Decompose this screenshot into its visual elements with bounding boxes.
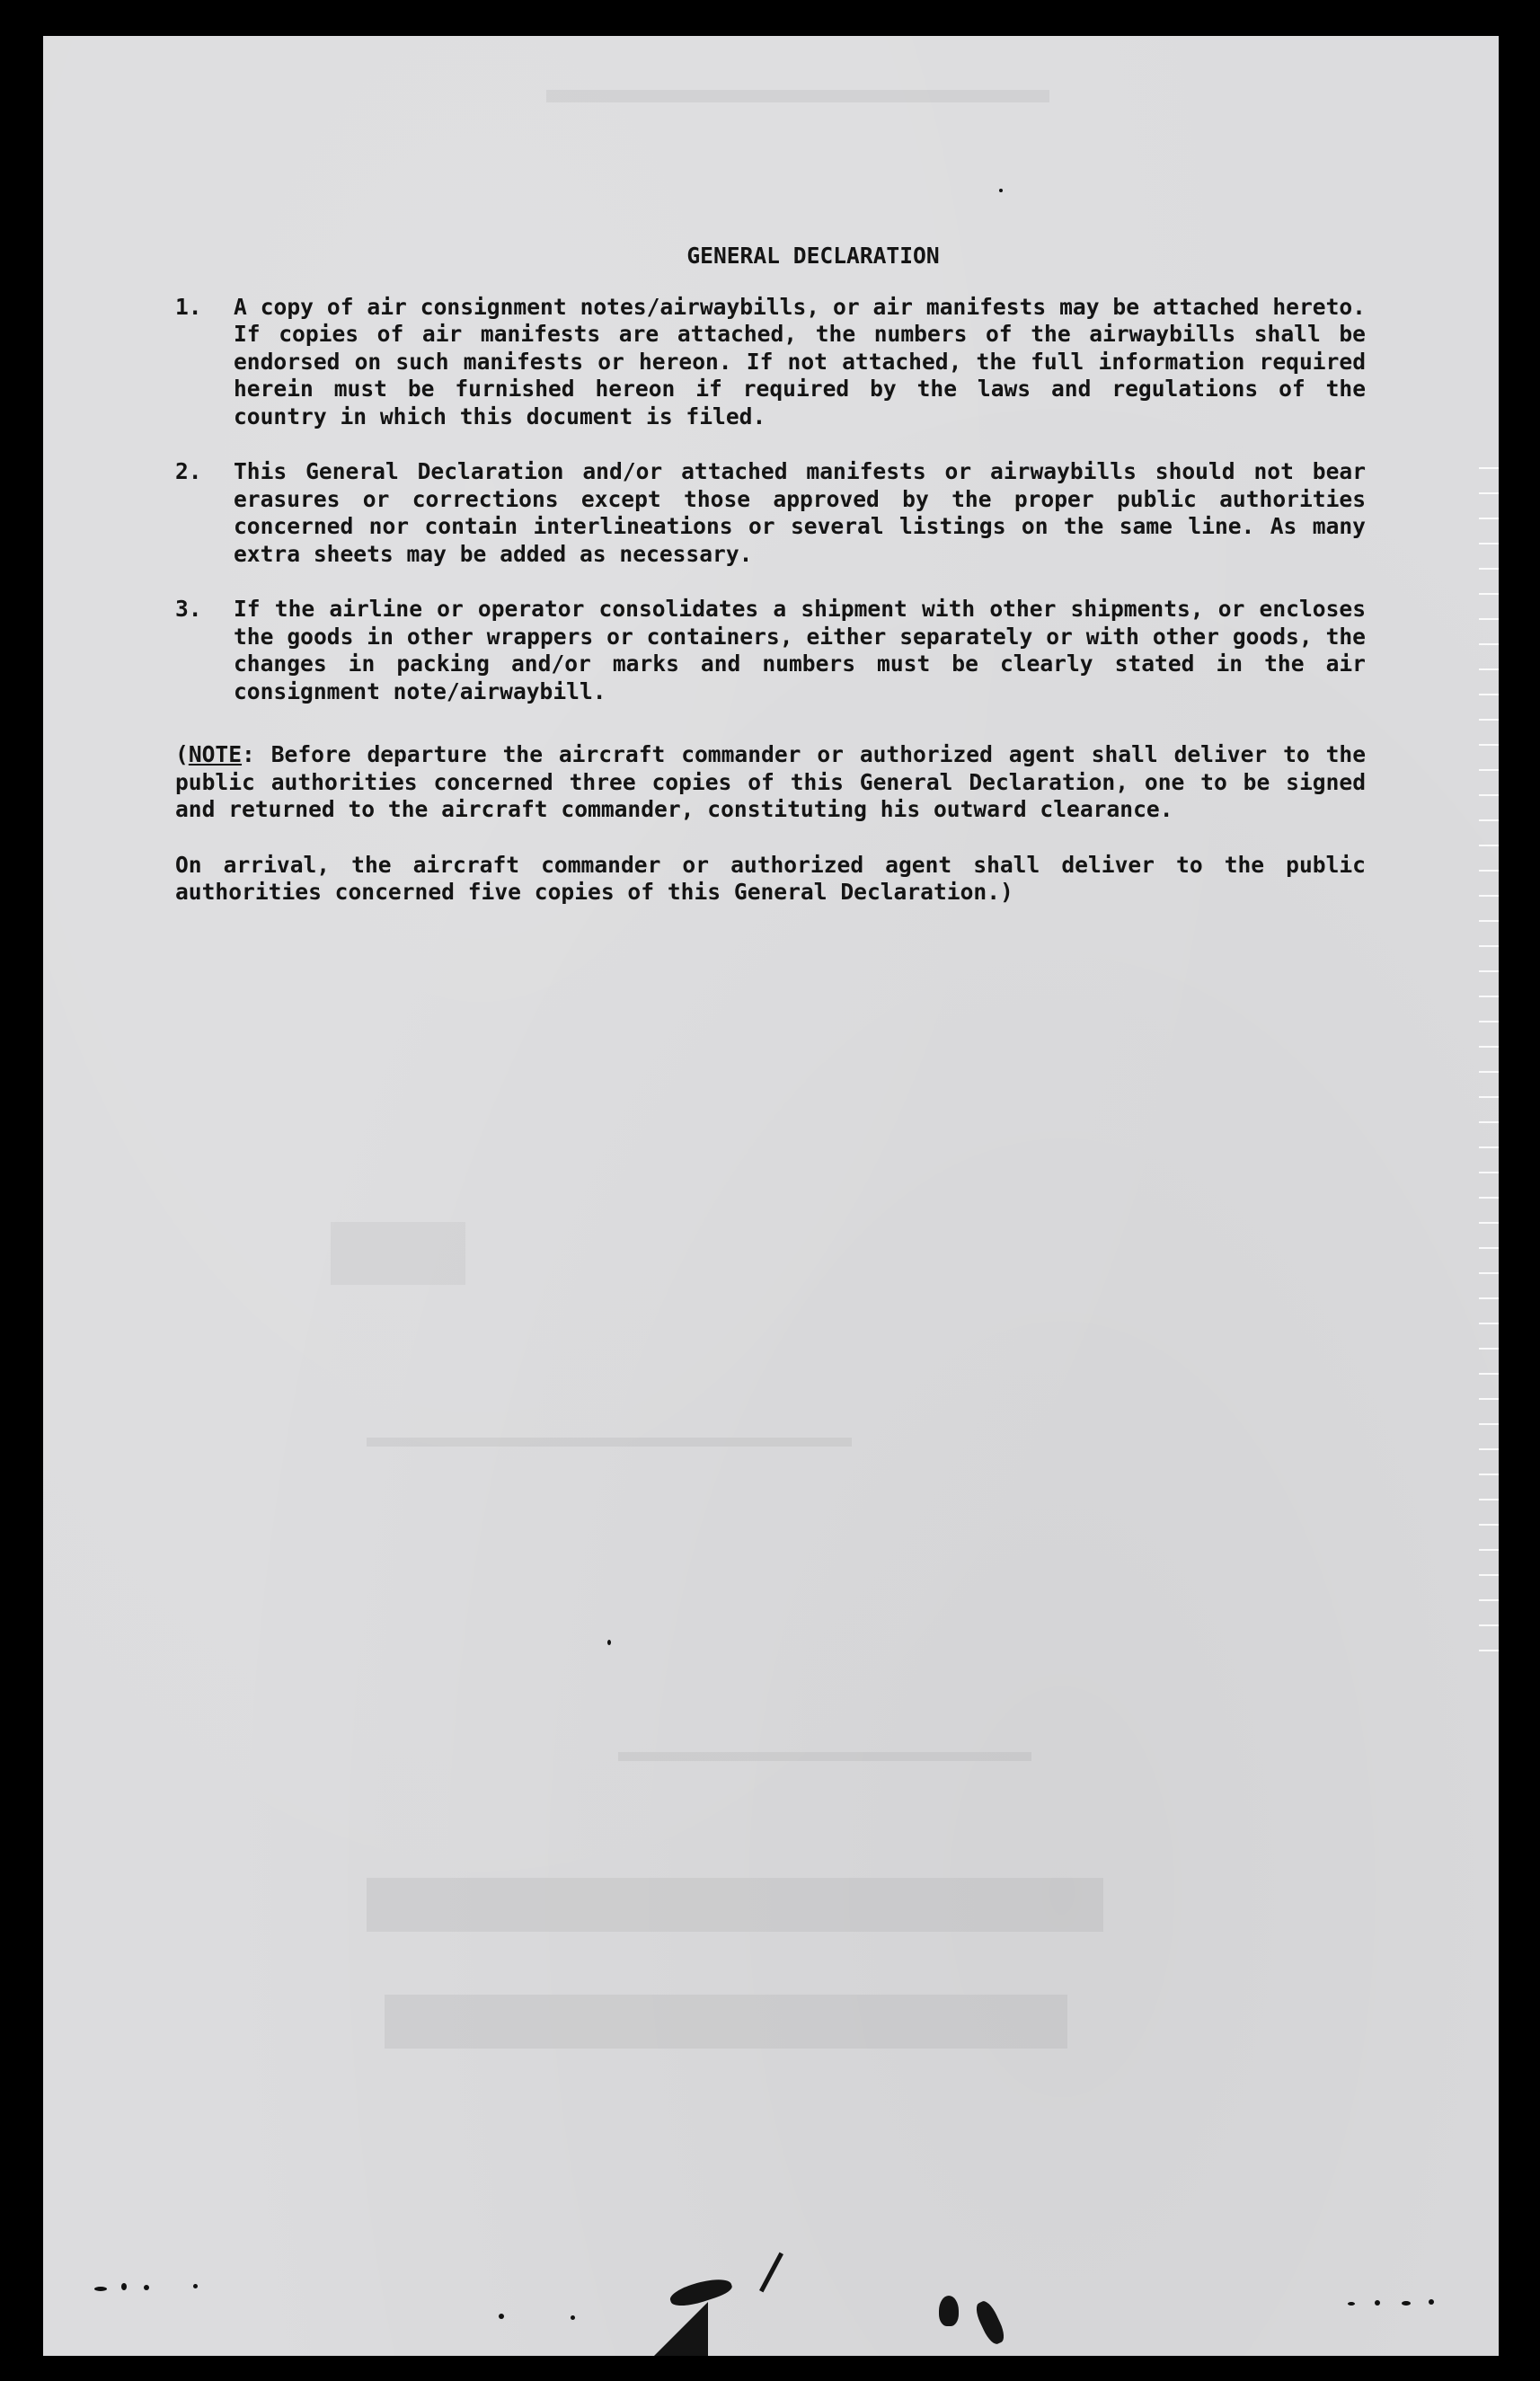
show-through-block — [618, 1752, 1031, 1761]
show-through-block — [367, 1878, 1103, 1932]
note-open-paren: ( — [175, 741, 189, 767]
document-title: GENERAL DECLARATION — [686, 243, 940, 269]
declaration-body — [175, 243, 1366, 907]
list-item — [175, 458, 1366, 568]
scan-stain — [939, 2296, 959, 2326]
show-through-block — [367, 1438, 852, 1447]
scan-speck — [607, 1640, 611, 1645]
scan-speck — [1348, 2302, 1355, 2306]
scan-speck — [999, 189, 1003, 192]
item-number: 1. — [175, 293, 202, 320]
scan-speck — [499, 2314, 504, 2319]
scan-speck — [144, 2285, 149, 2290]
scan-speck — [94, 2287, 107, 2291]
scan-speck — [1429, 2299, 1434, 2305]
scan-speck — [571, 2315, 575, 2320]
scan-speck — [193, 2284, 198, 2288]
note-paragraph — [175, 741, 1366, 824]
edge-scan-ticks — [1479, 467, 1499, 1671]
item-text: A copy of air consignment notes/airwaybills, or air manifests may be attached hereto. If copies of air manifests are attached, the numbers of the airwaybills shall be endorsed on such manifests or hereon. If not attached, the full information required herein must be furnished hereon if required by the laws and regulations of the country in which this document is filed. — [234, 293, 1366, 429]
list-item — [175, 294, 1366, 431]
note-label: NOTE — [188, 741, 243, 767]
scan-speck — [1402, 2301, 1411, 2306]
show-through-block — [331, 1222, 465, 1285]
item-number: 2. — [175, 458, 202, 484]
item-text: If the airline or operator consolidates a shipment with other shipments, or encloses the goods in other wrappers or containers, either separately or with other goods, the changes in packing and/or marks and numbers must be clearly stated in the air consignment note/airwaybill. — [234, 596, 1366, 704]
arrival-paragraph: On arrival, the aircraft commander or authorized agent shall deliver to the public authorities concerned five copies of this General Declaration.) — [175, 851, 1366, 905]
scan-speck — [1375, 2300, 1380, 2306]
scan-speck — [121, 2283, 127, 2290]
note-text: Before departure the aircraft commander or authorized agent shall deliver to the public authorities concerned three copies of this General Declaration, one to be signed and returned to the aircraft commander, constituting his outward clearance. — [175, 741, 1366, 822]
show-through-block — [385, 1995, 1067, 2049]
item-text: This General Declaration and/or attached manifests or airwaybills should not bear erasures or corrections except those approved by the proper public authorities concerned nor contain interlineations or several listings on the same line. As many extra sheets may be added as necessary. — [234, 458, 1366, 567]
list-item — [175, 596, 1366, 705]
note-colon: : — [242, 741, 255, 767]
show-through-block — [546, 90, 1049, 102]
item-number: 3. — [175, 596, 202, 622]
